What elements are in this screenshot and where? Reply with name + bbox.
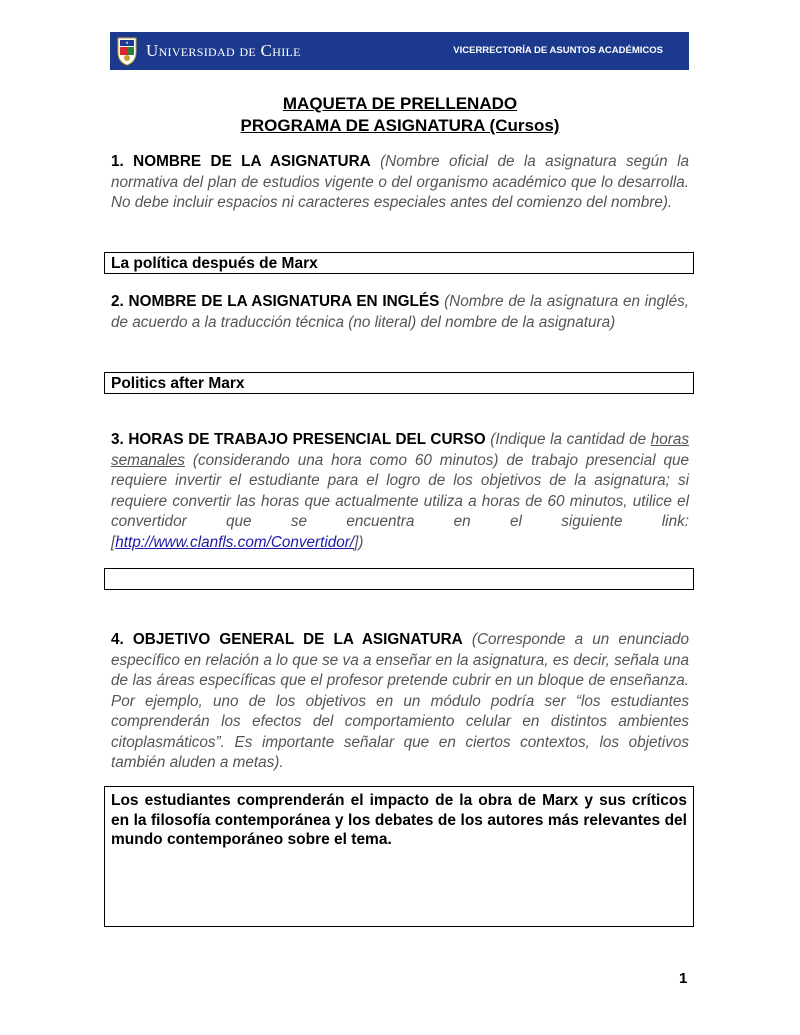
section-2-text [111, 292, 689, 333]
section-3-answer-field[interactable] [104, 568, 694, 590]
section-1-heading: 1. NOMBRE DE LA ASIGNATURA [111, 153, 371, 170]
vice-rectorate-label: VICERRECTORÍA DE ASUNTOS ACADÉMICOS [453, 45, 663, 56]
section-3-description-c: ]) [354, 533, 364, 551]
section-2-heading: 2. NOMBRE DE LA ASIGNATURA EN INGLÉS [111, 293, 440, 310]
section-1-text [111, 152, 689, 214]
section-3-text [111, 430, 689, 553]
converter-link[interactable]: http://www.clanfls.com/Convertidor/ [115, 533, 355, 551]
university-crest-icon [116, 36, 138, 66]
section-3-heading: 3. HORAS DE TRABAJO PRESENCIAL DEL CURSO [111, 431, 486, 448]
page-number: 1 [679, 970, 688, 987]
university-name: Universidad de Chile [146, 41, 301, 60]
section-1-description: (Nombre oficial de la asignatura según la normativa del plan de estudios vigente o del organismo académico que lo desarrolla. No debe incluir espacios ni caracteres especiales antes del comienzo del nombre). [111, 153, 689, 211]
section-1-answer-field[interactable]: La política después de Marx [104, 252, 694, 274]
page-title: MAQUETA DE PRELLENADO [282, 94, 518, 113]
section-4-answer-field[interactable]: Los estudiantes comprenderán el impacto de la obra de Marx y sus críticos en la filosofía contemporánea y los debates de los autores más relevantes del mundo contemporáneo sobre el tema. [104, 786, 694, 927]
section-4-description: (Corresponde a un enunciado específico en relación a lo que se va a enseñar en la asignatura, es decir, señala una de las áreas específicas que el profesor pretende cubrir en un bloque de enseñanza. Por ejemplo, uno de los objetivos en un módulo podría ser “los estudiantes comprenderán los efectos del comportamiento celular en distintos ambientes citoplasmáticos”. Es importante señalar que en ciertos contextos, los objetivos también aluden a metas). [111, 631, 689, 771]
section-2-description: (Nombre de la asignatura en inglés, de acuerdo a la traducción técnica (no literal) del nombre de la asignatura) [111, 293, 689, 331]
section-3-description-b: (considerando una hora como 60 minutos) de trabajo presencial que requiere invertir el estudiante para el logro de los objetivos de la asignatura; si requiere convertir las horas que actualmente utiliza a horas de 60 minutos, utilice el convertidor que se encuentra en el siguiente link: [ [111, 451, 689, 551]
section-4-heading: 4. OBJETIVO GENERAL DE LA ASIGNATURA [111, 631, 463, 648]
page-subtitle: PROGRAMA DE ASIGNATURA (Cursos) [240, 116, 560, 135]
section-3-description-underlined: horas semanales [111, 431, 689, 469]
header-banner [110, 32, 689, 70]
section-3-description-a: (Indique la cantidad de [490, 431, 647, 448]
section-4-text [111, 630, 689, 774]
section-2-answer-field[interactable]: Politics after Marx [104, 372, 694, 394]
